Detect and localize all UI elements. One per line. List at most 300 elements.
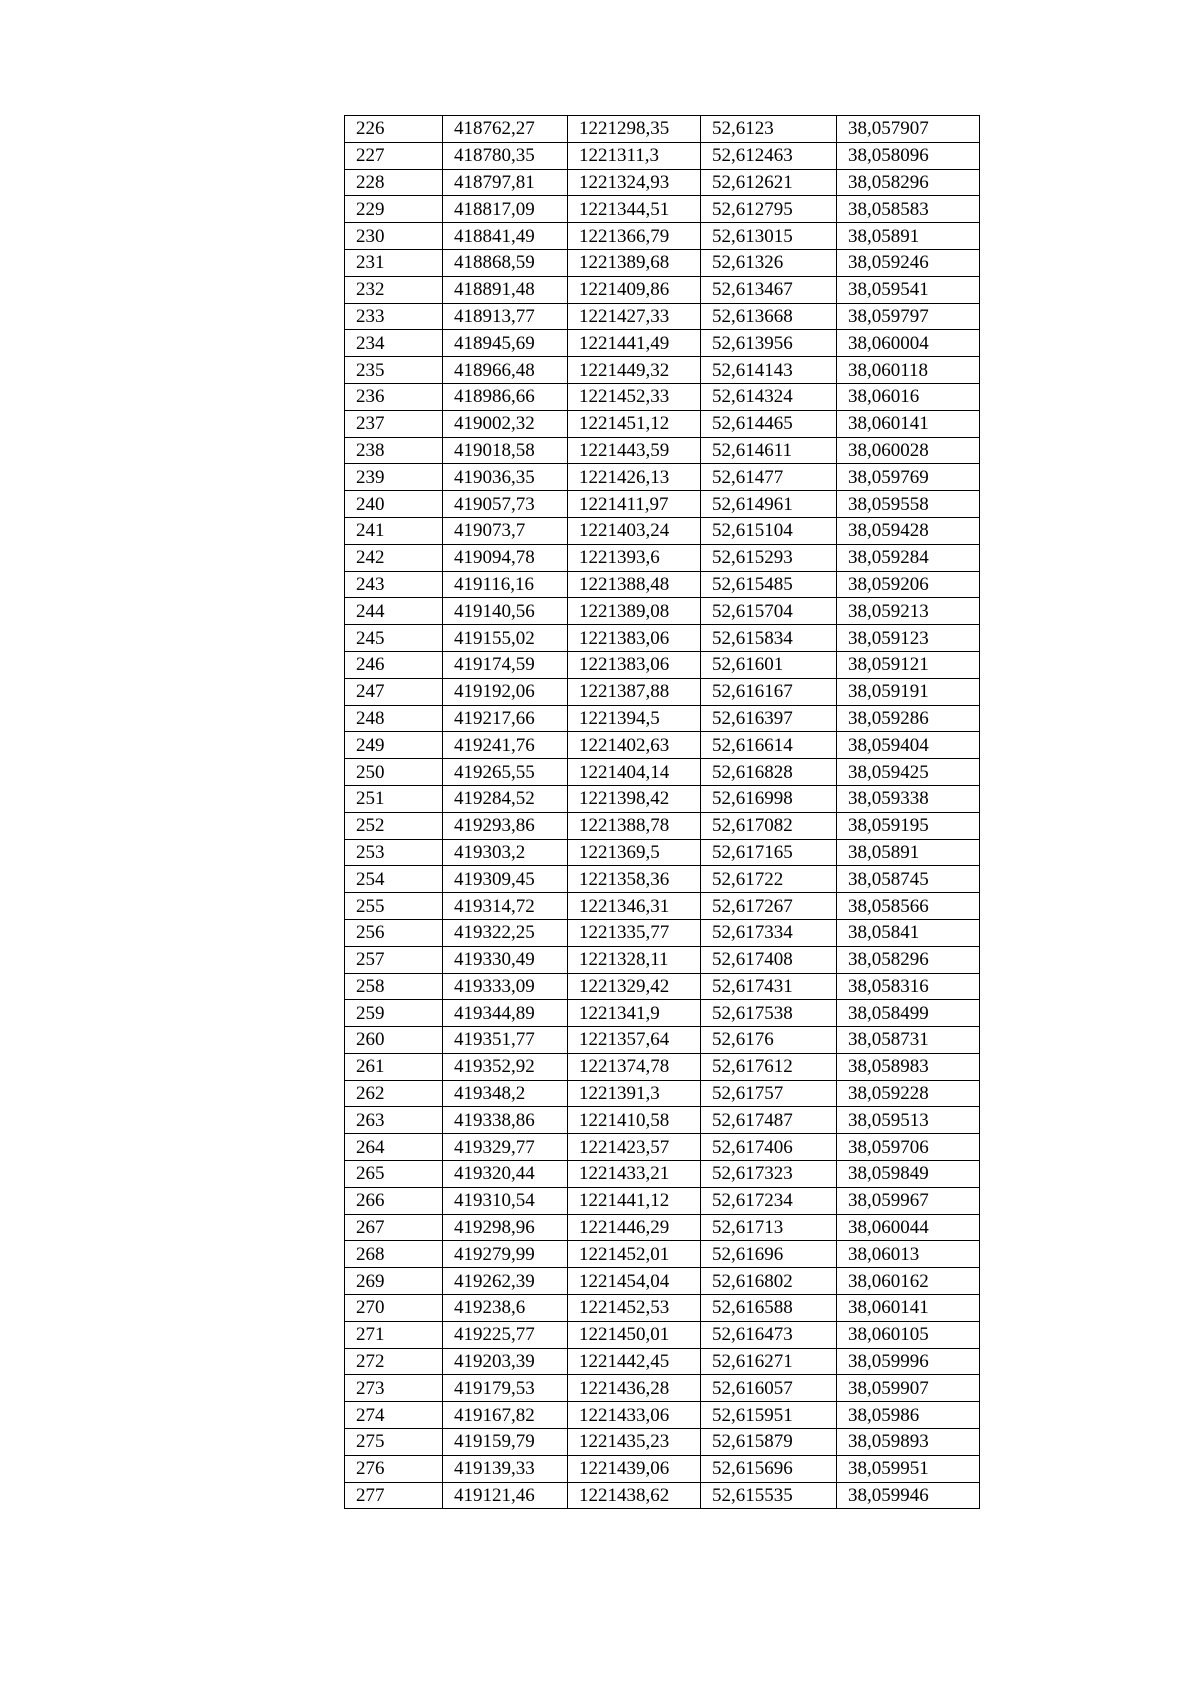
point-number-cell: 251 xyxy=(345,785,443,812)
point-number-cell: 275 xyxy=(345,1429,443,1456)
table-row xyxy=(345,1187,980,1214)
coord-x-cell: 419329,77 xyxy=(443,1134,568,1161)
longitude-cell: 38,058731 xyxy=(837,1027,980,1054)
latitude-cell: 52,61696 xyxy=(701,1241,837,1268)
longitude-cell: 38,059967 xyxy=(837,1187,980,1214)
coord-x-cell: 419298,96 xyxy=(443,1214,568,1241)
point-number-cell: 270 xyxy=(345,1295,443,1322)
coord-x-cell: 419225,77 xyxy=(443,1321,568,1348)
coord-y-cell: 1221389,68 xyxy=(568,249,701,276)
latitude-cell: 52,615535 xyxy=(701,1482,837,1509)
table-row xyxy=(345,357,980,384)
coord-y-cell: 1221324,93 xyxy=(568,169,701,196)
coord-y-cell: 1221449,32 xyxy=(568,357,701,384)
longitude-cell: 38,059206 xyxy=(837,571,980,598)
table-row xyxy=(345,651,980,678)
table-row xyxy=(345,276,980,303)
latitude-cell: 52,617487 xyxy=(701,1107,837,1134)
coord-y-cell: 1221311,3 xyxy=(568,142,701,169)
longitude-cell: 38,058296 xyxy=(837,169,980,196)
table-row xyxy=(345,464,980,491)
point-number-cell: 234 xyxy=(345,330,443,357)
point-number-cell: 226 xyxy=(345,116,443,143)
point-number-cell: 266 xyxy=(345,1187,443,1214)
coord-y-cell: 1221443,59 xyxy=(568,437,701,464)
latitude-cell: 52,617408 xyxy=(701,946,837,973)
point-number-cell: 271 xyxy=(345,1321,443,1348)
table-row xyxy=(345,759,980,786)
table-row xyxy=(345,973,980,1000)
coord-y-cell: 1221438,62 xyxy=(568,1482,701,1509)
point-number-cell: 228 xyxy=(345,169,443,196)
coord-x-cell: 419310,54 xyxy=(443,1187,568,1214)
coord-x-cell: 418986,66 xyxy=(443,383,568,410)
coord-x-cell: 418797,81 xyxy=(443,169,568,196)
point-number-cell: 265 xyxy=(345,1161,443,1188)
table-row xyxy=(345,169,980,196)
table-row xyxy=(345,1268,980,1295)
longitude-cell: 38,059946 xyxy=(837,1482,980,1509)
table-row xyxy=(345,812,980,839)
latitude-cell: 52,612795 xyxy=(701,196,837,223)
point-number-cell: 238 xyxy=(345,437,443,464)
coord-y-cell: 1221441,12 xyxy=(568,1187,701,1214)
table-row xyxy=(345,1482,980,1509)
latitude-cell: 52,613668 xyxy=(701,303,837,330)
coord-y-cell: 1221383,06 xyxy=(568,651,701,678)
longitude-cell: 38,060141 xyxy=(837,1295,980,1322)
coord-y-cell: 1221389,08 xyxy=(568,598,701,625)
coord-x-cell: 418966,48 xyxy=(443,357,568,384)
point-number-cell: 242 xyxy=(345,544,443,571)
coord-y-cell: 1221328,11 xyxy=(568,946,701,973)
latitude-cell: 52,615293 xyxy=(701,544,837,571)
longitude-cell: 38,058499 xyxy=(837,1000,980,1027)
latitude-cell: 52,61722 xyxy=(701,866,837,893)
latitude-cell: 52,617082 xyxy=(701,812,837,839)
point-number-cell: 256 xyxy=(345,919,443,946)
point-number-cell: 237 xyxy=(345,410,443,437)
latitude-cell: 52,616614 xyxy=(701,732,837,759)
table-row xyxy=(345,303,980,330)
latitude-cell: 52,6123 xyxy=(701,116,837,143)
coord-x-cell: 419018,58 xyxy=(443,437,568,464)
coord-x-cell: 419174,59 xyxy=(443,651,568,678)
latitude-cell: 52,617612 xyxy=(701,1053,837,1080)
latitude-cell: 52,614961 xyxy=(701,491,837,518)
table-row xyxy=(345,893,980,920)
coord-x-cell: 419167,82 xyxy=(443,1402,568,1429)
latitude-cell: 52,616271 xyxy=(701,1348,837,1375)
coord-y-cell: 1221394,5 xyxy=(568,705,701,732)
longitude-cell: 38,059425 xyxy=(837,759,980,786)
coord-x-cell: 419073,7 xyxy=(443,517,568,544)
point-number-cell: 227 xyxy=(345,142,443,169)
table-row xyxy=(345,1402,980,1429)
point-number-cell: 260 xyxy=(345,1027,443,1054)
latitude-cell: 52,616473 xyxy=(701,1321,837,1348)
longitude-cell: 38,059123 xyxy=(837,625,980,652)
table-row xyxy=(345,946,980,973)
longitude-cell: 38,059541 xyxy=(837,276,980,303)
table-row xyxy=(345,1321,980,1348)
latitude-cell: 52,612463 xyxy=(701,142,837,169)
latitude-cell: 52,616998 xyxy=(701,785,837,812)
coord-x-cell: 418913,77 xyxy=(443,303,568,330)
coord-y-cell: 1221335,77 xyxy=(568,919,701,946)
longitude-cell: 38,057907 xyxy=(837,116,980,143)
coord-y-cell: 1221433,21 xyxy=(568,1161,701,1188)
longitude-cell: 38,060162 xyxy=(837,1268,980,1295)
latitude-cell: 52,617267 xyxy=(701,893,837,920)
point-number-cell: 231 xyxy=(345,249,443,276)
coord-y-cell: 1221446,29 xyxy=(568,1214,701,1241)
longitude-cell: 38,059191 xyxy=(837,678,980,705)
longitude-cell: 38,060105 xyxy=(837,1321,980,1348)
longitude-cell: 38,060141 xyxy=(837,410,980,437)
coord-x-cell: 419279,99 xyxy=(443,1241,568,1268)
latitude-cell: 52,61477 xyxy=(701,464,837,491)
table-row xyxy=(345,142,980,169)
coord-y-cell: 1221329,42 xyxy=(568,973,701,1000)
longitude-cell: 38,05841 xyxy=(837,919,980,946)
longitude-cell: 38,06016 xyxy=(837,383,980,410)
longitude-cell: 38,059246 xyxy=(837,249,980,276)
latitude-cell: 52,615879 xyxy=(701,1429,837,1456)
longitude-cell: 38,059286 xyxy=(837,705,980,732)
table-row xyxy=(345,866,980,893)
latitude-cell: 52,61326 xyxy=(701,249,837,276)
coord-y-cell: 1221357,64 xyxy=(568,1027,701,1054)
coord-y-cell: 1221410,58 xyxy=(568,1107,701,1134)
latitude-cell: 52,615696 xyxy=(701,1455,837,1482)
coord-x-cell: 419309,45 xyxy=(443,866,568,893)
point-number-cell: 248 xyxy=(345,705,443,732)
coord-x-cell: 419330,49 xyxy=(443,946,568,973)
longitude-cell: 38,059706 xyxy=(837,1134,980,1161)
latitude-cell: 52,616802 xyxy=(701,1268,837,1295)
latitude-cell: 52,617431 xyxy=(701,973,837,1000)
longitude-cell: 38,05891 xyxy=(837,839,980,866)
point-number-cell: 240 xyxy=(345,491,443,518)
coord-y-cell: 1221402,63 xyxy=(568,732,701,759)
longitude-cell: 38,059907 xyxy=(837,1375,980,1402)
coord-y-cell: 1221369,5 xyxy=(568,839,701,866)
table-row xyxy=(345,625,980,652)
latitude-cell: 52,614465 xyxy=(701,410,837,437)
coord-y-cell: 1221451,12 xyxy=(568,410,701,437)
table-row xyxy=(345,1455,980,1482)
point-number-cell: 252 xyxy=(345,812,443,839)
coord-y-cell: 1221358,36 xyxy=(568,866,701,893)
table-row xyxy=(345,705,980,732)
table-row xyxy=(345,544,980,571)
point-number-cell: 267 xyxy=(345,1214,443,1241)
table-row xyxy=(345,1000,980,1027)
coord-x-cell: 419139,33 xyxy=(443,1455,568,1482)
table-row xyxy=(345,249,980,276)
latitude-cell: 52,616588 xyxy=(701,1295,837,1322)
point-number-cell: 233 xyxy=(345,303,443,330)
coord-x-cell: 419094,78 xyxy=(443,544,568,571)
coord-x-cell: 419344,89 xyxy=(443,1000,568,1027)
coord-x-cell: 419265,55 xyxy=(443,759,568,786)
point-number-cell: 245 xyxy=(345,625,443,652)
latitude-cell: 52,612621 xyxy=(701,169,837,196)
table-row xyxy=(345,678,980,705)
longitude-cell: 38,059769 xyxy=(837,464,980,491)
coord-x-cell: 419203,39 xyxy=(443,1348,568,1375)
coord-y-cell: 1221341,9 xyxy=(568,1000,701,1027)
coord-y-cell: 1221426,13 xyxy=(568,464,701,491)
longitude-cell: 38,058983 xyxy=(837,1053,980,1080)
table-row xyxy=(345,410,980,437)
coordinates-table xyxy=(344,115,980,1509)
table-row xyxy=(345,1348,980,1375)
longitude-cell: 38,059338 xyxy=(837,785,980,812)
coord-x-cell: 419322,25 xyxy=(443,919,568,946)
coord-x-cell: 418762,27 xyxy=(443,116,568,143)
latitude-cell: 52,616397 xyxy=(701,705,837,732)
coord-x-cell: 419159,79 xyxy=(443,1429,568,1456)
coord-x-cell: 419293,86 xyxy=(443,812,568,839)
coord-y-cell: 1221441,49 xyxy=(568,330,701,357)
point-number-cell: 230 xyxy=(345,223,443,250)
table-row xyxy=(345,1161,980,1188)
table-row xyxy=(345,919,980,946)
latitude-cell: 52,615951 xyxy=(701,1402,837,1429)
latitude-cell: 52,617334 xyxy=(701,919,837,946)
table-row xyxy=(345,598,980,625)
coord-x-cell: 419002,32 xyxy=(443,410,568,437)
coord-y-cell: 1221454,04 xyxy=(568,1268,701,1295)
coord-x-cell: 419338,86 xyxy=(443,1107,568,1134)
coord-y-cell: 1221452,01 xyxy=(568,1241,701,1268)
coord-y-cell: 1221404,14 xyxy=(568,759,701,786)
coord-y-cell: 1221403,24 xyxy=(568,517,701,544)
table-row xyxy=(345,1053,980,1080)
latitude-cell: 52,61601 xyxy=(701,651,837,678)
point-number-cell: 263 xyxy=(345,1107,443,1134)
table-row xyxy=(345,785,980,812)
table-row xyxy=(345,1134,980,1161)
latitude-cell: 52,616057 xyxy=(701,1375,837,1402)
longitude-cell: 38,05986 xyxy=(837,1402,980,1429)
coord-y-cell: 1221387,88 xyxy=(568,678,701,705)
coord-y-cell: 1221391,3 xyxy=(568,1080,701,1107)
coordinates-table-body xyxy=(345,116,980,1509)
coord-x-cell: 419333,09 xyxy=(443,973,568,1000)
coord-y-cell: 1221452,33 xyxy=(568,383,701,410)
point-number-cell: 273 xyxy=(345,1375,443,1402)
latitude-cell: 52,616167 xyxy=(701,678,837,705)
table-row xyxy=(345,491,980,518)
table-row xyxy=(345,732,980,759)
latitude-cell: 52,617538 xyxy=(701,1000,837,1027)
coord-x-cell: 419057,73 xyxy=(443,491,568,518)
coord-x-cell: 419121,46 xyxy=(443,1482,568,1509)
longitude-cell: 38,05891 xyxy=(837,223,980,250)
table-row xyxy=(345,571,980,598)
point-number-cell: 244 xyxy=(345,598,443,625)
point-number-cell: 257 xyxy=(345,946,443,973)
coord-x-cell: 419352,92 xyxy=(443,1053,568,1080)
coord-x-cell: 419262,39 xyxy=(443,1268,568,1295)
point-number-cell: 247 xyxy=(345,678,443,705)
longitude-cell: 38,058296 xyxy=(837,946,980,973)
coord-y-cell: 1221366,79 xyxy=(568,223,701,250)
latitude-cell: 52,613015 xyxy=(701,223,837,250)
longitude-cell: 38,058096 xyxy=(837,142,980,169)
longitude-cell: 38,059228 xyxy=(837,1080,980,1107)
point-number-cell: 229 xyxy=(345,196,443,223)
table-row xyxy=(345,1214,980,1241)
point-number-cell: 261 xyxy=(345,1053,443,1080)
point-number-cell: 243 xyxy=(345,571,443,598)
longitude-cell: 38,060028 xyxy=(837,437,980,464)
point-number-cell: 262 xyxy=(345,1080,443,1107)
coord-y-cell: 1221393,6 xyxy=(568,544,701,571)
point-number-cell: 269 xyxy=(345,1268,443,1295)
coord-y-cell: 1221423,57 xyxy=(568,1134,701,1161)
latitude-cell: 52,615485 xyxy=(701,571,837,598)
coord-y-cell: 1221450,01 xyxy=(568,1321,701,1348)
longitude-cell: 38,059428 xyxy=(837,517,980,544)
longitude-cell: 38,059213 xyxy=(837,598,980,625)
coord-y-cell: 1221409,86 xyxy=(568,276,701,303)
longitude-cell: 38,059121 xyxy=(837,651,980,678)
longitude-cell: 38,059513 xyxy=(837,1107,980,1134)
coord-y-cell: 1221427,33 xyxy=(568,303,701,330)
latitude-cell: 52,614611 xyxy=(701,437,837,464)
longitude-cell: 38,058566 xyxy=(837,893,980,920)
point-number-cell: 258 xyxy=(345,973,443,1000)
table-row xyxy=(345,1375,980,1402)
latitude-cell: 52,614143 xyxy=(701,357,837,384)
point-number-cell: 250 xyxy=(345,759,443,786)
coord-y-cell: 1221452,53 xyxy=(568,1295,701,1322)
latitude-cell: 52,6176 xyxy=(701,1027,837,1054)
coord-x-cell: 419140,56 xyxy=(443,598,568,625)
point-number-cell: 236 xyxy=(345,383,443,410)
coord-y-cell: 1221433,06 xyxy=(568,1402,701,1429)
point-number-cell: 276 xyxy=(345,1455,443,1482)
latitude-cell: 52,615834 xyxy=(701,625,837,652)
coord-x-cell: 418945,69 xyxy=(443,330,568,357)
coord-y-cell: 1221435,23 xyxy=(568,1429,701,1456)
table-row xyxy=(345,437,980,464)
coord-x-cell: 419284,52 xyxy=(443,785,568,812)
coord-y-cell: 1221442,45 xyxy=(568,1348,701,1375)
point-number-cell: 255 xyxy=(345,893,443,920)
coord-x-cell: 418891,48 xyxy=(443,276,568,303)
latitude-cell: 52,61713 xyxy=(701,1214,837,1241)
coord-x-cell: 419241,76 xyxy=(443,732,568,759)
point-number-cell: 235 xyxy=(345,357,443,384)
latitude-cell: 52,613956 xyxy=(701,330,837,357)
coord-y-cell: 1221298,35 xyxy=(568,116,701,143)
table-row xyxy=(345,116,980,143)
point-number-cell: 268 xyxy=(345,1241,443,1268)
latitude-cell: 52,616828 xyxy=(701,759,837,786)
coord-x-cell: 419351,77 xyxy=(443,1027,568,1054)
point-number-cell: 246 xyxy=(345,651,443,678)
longitude-cell: 38,059893 xyxy=(837,1429,980,1456)
longitude-cell: 38,059284 xyxy=(837,544,980,571)
coord-x-cell: 418841,49 xyxy=(443,223,568,250)
point-number-cell: 239 xyxy=(345,464,443,491)
coord-y-cell: 1221374,78 xyxy=(568,1053,701,1080)
point-number-cell: 249 xyxy=(345,732,443,759)
longitude-cell: 38,060004 xyxy=(837,330,980,357)
coord-y-cell: 1221388,48 xyxy=(568,571,701,598)
longitude-cell: 38,058745 xyxy=(837,866,980,893)
table-row xyxy=(345,196,980,223)
point-number-cell: 277 xyxy=(345,1482,443,1509)
table-row xyxy=(345,1080,980,1107)
longitude-cell: 38,058583 xyxy=(837,196,980,223)
table-row xyxy=(345,839,980,866)
longitude-cell: 38,059951 xyxy=(837,1455,980,1482)
point-number-cell: 259 xyxy=(345,1000,443,1027)
table-row xyxy=(345,1295,980,1322)
coord-y-cell: 1221436,28 xyxy=(568,1375,701,1402)
coord-x-cell: 419179,53 xyxy=(443,1375,568,1402)
point-number-cell: 253 xyxy=(345,839,443,866)
coord-x-cell: 419348,2 xyxy=(443,1080,568,1107)
longitude-cell: 38,059797 xyxy=(837,303,980,330)
table-row xyxy=(345,1429,980,1456)
point-number-cell: 272 xyxy=(345,1348,443,1375)
coord-x-cell: 419217,66 xyxy=(443,705,568,732)
latitude-cell: 52,617165 xyxy=(701,839,837,866)
longitude-cell: 38,06013 xyxy=(837,1241,980,1268)
coord-y-cell: 1221439,06 xyxy=(568,1455,701,1482)
latitude-cell: 52,615104 xyxy=(701,517,837,544)
longitude-cell: 38,059996 xyxy=(837,1348,980,1375)
point-number-cell: 232 xyxy=(345,276,443,303)
latitude-cell: 52,617234 xyxy=(701,1187,837,1214)
longitude-cell: 38,060044 xyxy=(837,1214,980,1241)
coord-x-cell: 419192,06 xyxy=(443,678,568,705)
table-row xyxy=(345,383,980,410)
point-number-cell: 241 xyxy=(345,517,443,544)
longitude-cell: 38,059558 xyxy=(837,491,980,518)
latitude-cell: 52,61757 xyxy=(701,1080,837,1107)
coord-x-cell: 419320,44 xyxy=(443,1161,568,1188)
coord-x-cell: 419155,02 xyxy=(443,625,568,652)
point-number-cell: 254 xyxy=(345,866,443,893)
longitude-cell: 38,058316 xyxy=(837,973,980,1000)
point-number-cell: 264 xyxy=(345,1134,443,1161)
latitude-cell: 52,617323 xyxy=(701,1161,837,1188)
coord-y-cell: 1221346,31 xyxy=(568,893,701,920)
coord-y-cell: 1221411,97 xyxy=(568,491,701,518)
point-number-cell: 274 xyxy=(345,1402,443,1429)
table-row xyxy=(345,223,980,250)
table-row xyxy=(345,1107,980,1134)
coord-x-cell: 418868,59 xyxy=(443,249,568,276)
longitude-cell: 38,059404 xyxy=(837,732,980,759)
longitude-cell: 38,060118 xyxy=(837,357,980,384)
coord-x-cell: 418817,09 xyxy=(443,196,568,223)
coord-x-cell: 419116,16 xyxy=(443,571,568,598)
coord-x-cell: 419303,2 xyxy=(443,839,568,866)
coord-y-cell: 1221388,78 xyxy=(568,812,701,839)
table-row xyxy=(345,330,980,357)
longitude-cell: 38,059195 xyxy=(837,812,980,839)
latitude-cell: 52,617406 xyxy=(701,1134,837,1161)
